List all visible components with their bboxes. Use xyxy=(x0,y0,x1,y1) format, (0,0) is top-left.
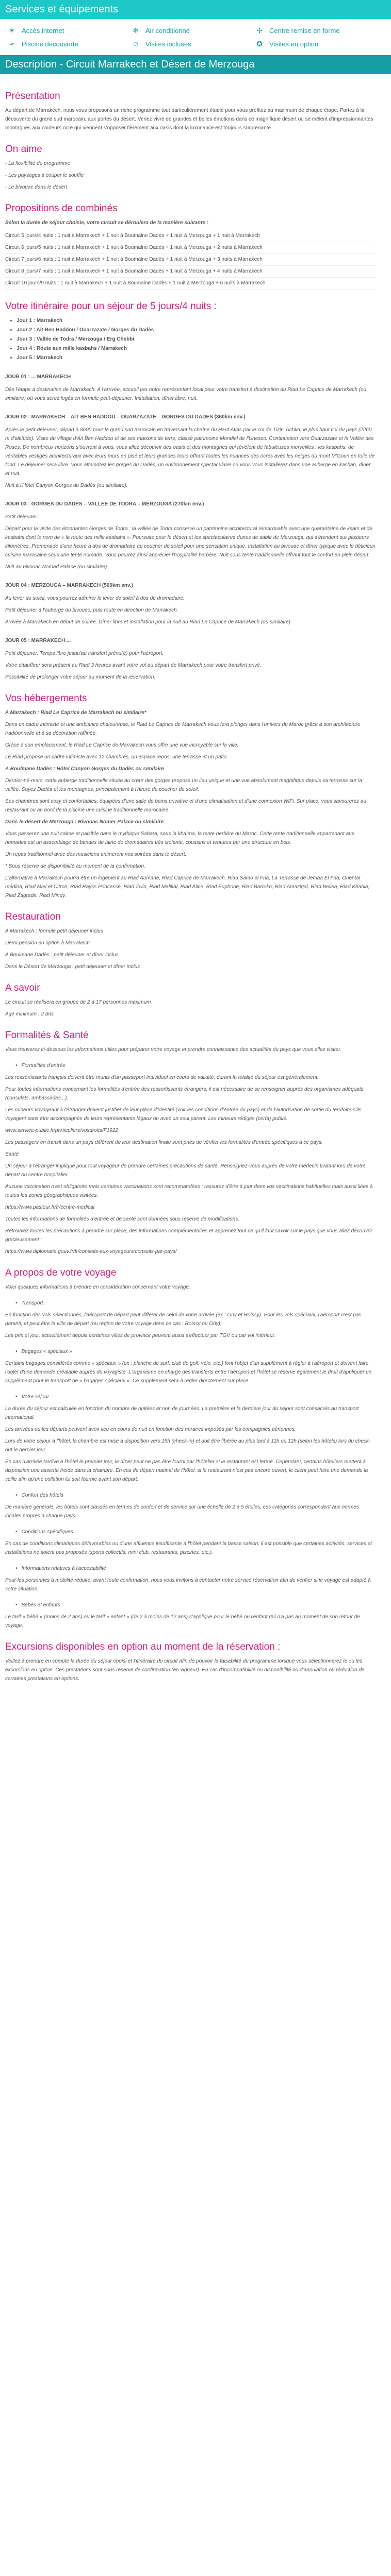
on-aime-item: - Le bivouac dans le désert xyxy=(5,184,68,190)
hotel-title: A Marrakech : Riad Le Caprice de Marrakech ou similaire* xyxy=(5,710,146,716)
propos-text: Lors de votre séjour à l'hôtel, la chambre est mise à disposition vers 15h (check-in) et doit être libérée au plus tard à 11h ou 12h (selon les hôtels) lors du check-out le dernier jour. xyxy=(5,1438,371,1453)
day-text: Petit déjeuner. xyxy=(5,514,39,520)
wifi-icon: ✶ xyxy=(9,26,15,35)
day-text: Arrivée à Marrakech en début de soirée. Dîner libre et installation pour la nuit au Riad Le Caprice de Marrakech (ou similaire). xyxy=(5,619,292,625)
formalites-text: Aucune vaccination n'est obligatoire mais certaines vaccinations sont recommandées : rassurez d'être à jour dans vos vaccinations habituelles mais aussi liées à toutes les zones géographiques visitées. xyxy=(5,1184,373,1198)
combo-row: Circuit 8 jours/7 nuits : 1 nuit à Marrakech + 1 nuit à Boumalne Dadès + 1 nuit à Merzouga + 4 nuits à Marrakech xyxy=(5,266,376,278)
combines-intro: Selon la durée de séjour choisie, votre circuit se déroulera de la manière suivante : xyxy=(5,220,209,226)
day-text: Nuit à l'Hôtel Canyon Gorges du Dadès (ou similaire). xyxy=(5,483,128,488)
formalites-text: Les ressortissants français doivent être munis d'un passeport individuel en cours de validité, durant la totalité du séjour est généralement. xyxy=(5,1075,319,1080)
propos-text: Le tarif « bébé » (moins de 2 ans) ou le tarif « enfant » (de 2 à moins de 12 ans) s'applique pour le bébé ou l'enfant qui n'a pas au moment de son retour de voyage. xyxy=(5,1614,360,1629)
savoir-item: Age minimum : 2 ans xyxy=(5,1011,54,1017)
propos-heading: A propos de votre voyage xyxy=(5,1267,117,1278)
day-text: Votre chauffeur sera présent au Riad 3 heures avant votre vol au départ de Marrakech pour votre transfert privé. xyxy=(5,663,262,668)
savoir-heading: A savoir xyxy=(5,982,40,993)
itinerary-heading: Votre itinéraire pour un séjour de 5 jours/4 nuits : xyxy=(5,301,217,312)
propos-bullet: • Conditions spécifiques xyxy=(15,1528,376,1536)
on-aime-item: - La flexibilité du programme xyxy=(5,161,71,166)
combo-row: Circuit 6 jours/5 nuits : 1 nuit à Marrakech + 1 nuit à Boumalne Dadès + 1 nuit à Merzouga + 2 nuits à Marrakech xyxy=(5,242,376,254)
amenity-aircon xyxy=(131,26,255,35)
restauration-heading: Restauration xyxy=(5,911,61,922)
formalites-text: Un séjour à l'étranger implique pour tout voyageur de prendre certaines précautions de santé. Renseignez-vous auprès de votre médecin traitant lors de votre départ ou centre hospitalier. xyxy=(5,1163,366,1178)
tour-icon: ✪ xyxy=(256,40,263,48)
snowflake-icon: ❄ xyxy=(133,26,139,35)
propos-text: Les prix et jour, actuellement depuis certaines villes de province peuvent aussi s'effectuer par TGV ou par vol intérieur. xyxy=(5,1333,276,1338)
formalites-text: Pour toutes informations concernant les formalités d'entrée des ressortissants étrangers, il est nécessaire de se renseigner auprès des organismes adéquats (consulats, ambassades...). xyxy=(5,1087,364,1101)
hebergements-heading: Vos hébergements xyxy=(5,693,87,704)
amenity-label: Visites incluses xyxy=(145,40,191,48)
propos-bullet: • Confort des hôtels xyxy=(15,1491,376,1500)
on-aime-heading: On aime xyxy=(5,144,42,155)
day-text: Petit déjeuner à l'auberge du bivouac, puis route en direction de Marrakech. xyxy=(5,607,178,613)
formalites-text: Les mineurs voyageant à l'étranger doivent justifier de leur pièce d'identité (voir les conditions d'entrée du pays) et de l'autorisation de sortie du territoire s'ils voyagent sans être accompagnés de leurs représentants légaux ou avec un seul parent. Les mineurs rédigés (cerfa) publié. xyxy=(5,1107,362,1122)
propos-bullet: • Transport xyxy=(15,1299,376,1308)
itinerary-item: • Jour 2 : Ait Ben Haddou / Ouarzazate / Gorges du Dadès xyxy=(17,326,376,335)
pool-icon: ≈ xyxy=(10,40,14,48)
amenity-visits-option xyxy=(255,40,379,48)
presentation-text: Au départ de Marrakech, nous vous proposons un riche programme tout particulièrement étudié pour vous profitez au maximum de chaque étape. Partez à la découverte du grand sud marocain, aux portes du désert. Venez vivre de grandes et belles émotions dans ce magnifique désert ou se mêlent d'impressionnantes montagnes aux couleurs ocre qui viennent s'opposer fièrement aux oasis dont la luxuriance est toujours surprenante... xyxy=(5,108,373,131)
combo-row: Circuit 7 jours/6 nuits : 1 nuit à Marrakech + 1 nuit à Boumalne Dadès + 1 nuit à Merzouga + 3 nuits à Marrakech xyxy=(5,254,376,266)
itinerary-item: • Jour 3 : Vallée de Todra / Merzouga / Erg Chebbi xyxy=(17,335,376,344)
hotel-text: L'alternative à Marrakech pourra être un logement au Riad Aumane, Riad Caprice de Marrakech, Riad Samo el Fna, La Terrasse de Jemaa El Fna, Oriental médina, Riad Miel et Citron, Riad Rayss Princesse, Riad Zwin, Riad Malikal, Riad Alice, Riad Euphorie, Riad Barrokn, Riad Amazigal, Riad Bellea, Riad Khabia, Riad Zagrada, Riad Mindy. xyxy=(5,875,370,899)
propos-text: En fonction des vols sélectionnés, l'aéroport de départ peut différer de celui de votre arrivée (ex : Orly et Roissy). Pour les vols spéciaux, l'aéroport n'est pas garanti, et peut être la ville de départ (ou région de votre voyage dans ce cas : Roissy ou Orly). xyxy=(5,1312,362,1327)
day-title: JOUR 05 : MARRAKECH ... xyxy=(5,638,71,643)
formalites-link[interactable]: www.service-public.fr/particuliers/vosdroits/F1922 xyxy=(5,1128,118,1133)
excursions-heading: Excursions disponibles en option au moment de la réservation : xyxy=(5,1641,281,1652)
propos-bullet: • Bébés et enfants xyxy=(15,1601,376,1609)
savoir-item: Le circuit se réalisera en groupe de 2 à 17 personnes maximum xyxy=(5,999,151,1005)
excursions-text: Veillez à prendre en compte la durée du séjour choisi et l'itinéraire du circuit afin de pouvoir la faisabilité du programme lorsque vous sélectionnerez le ou les excursions en option. Ces prestations sont sous réserve de confirmation (en vigueur). En cas d'incompatibilité ou disponibilité ou d'annulation ou réduction de certaines prestations en options. xyxy=(5,1658,365,1682)
amenity-visits-included xyxy=(131,40,255,48)
restauration-item: A Marrakech : formule petit déjeuner inclus xyxy=(5,928,103,934)
propos-text: Certains bagages considérés comme « spéciaux » (ex : planche de surf, club de golf, vélo, etc.) font l'objet d'un supplément à régler à l'aéroport et doivent faire l'objet d'une demande préalable auprès du voyagiste. L'organisme en charge des transferts entre l'aéroport et l'hôtel se réserve également le droit d'appliquer un supplément pour le transport de « bagages spéciaux ». Ce supplément sera à régler directement sur place. xyxy=(5,1361,372,1384)
hotel-text: Dans un cadre intimiste et une ambiance chaleureuse, le Riad Le Caprice de Marrakech vous fera plonger dans l'univers du Maroc grâce à son architecture traditionnelle et à sa décoration raffinée. xyxy=(5,722,361,736)
day-text: Petit déjeuner. Temps libre jusqu'au transfert prévu(é) pour l'aéroport. xyxy=(5,651,164,656)
day-text: Possibilité de prolonger votre séjour au moment de la réservation. xyxy=(5,674,156,680)
day-text: Dès l'étape à destination de Marrakech. A l'arrivée, accueil par notre représentant local pour votre transfert à destination du Riad Le Caprice de Marrakech (ou similaire) où vous serez logés en formule petit-déjeuner. Installation, dîner libre, nuit. xyxy=(5,387,367,401)
combo-row: Circuit 5 jours/4 nuits : 1 nuit à Marrakech + 1 nuit à Boumalne Dadès + 1 nuit à Merzouga + 1 nuit à Marrakech xyxy=(5,230,376,242)
day-text: Nuit au bivouac Nomad Palace (ou similaire). xyxy=(5,564,109,570)
hotel-text: Ses chambres sont cosy et confortables, équipées d'une salle de bains privative et d'une climatisation et d'une connexion WiFi. Sur place, vous savourerez au restaurant ou au bord de la piscine une cuisine traditionnelle marocaine. xyxy=(5,799,366,813)
propos-text: En cas d'arrivée tardive à l'hôtel le premier jour, le dîner peut ne pas être fourni par l'hôtelier si le restaurant est fermé. Cependant, certains hôteliers mettent à disposition une assiette froide dans la chambre. En cas de départ matinal de l'hôtel, si le restaurant n'est pas encore ouvert, le client peut faire une demande la veille afin qu'une collation lui soit fournie avant son départ. xyxy=(5,1459,368,1482)
formalites-text: Retrouvez toutes les précautions à prendre sur place, des informations complémentaires et apprenez tout ce qu'il faut savoir sur le pays que vous allez découvrir gracieusement : xyxy=(5,1228,372,1243)
propos-text: Les arrivées ou les départs peuvent avoir lieu en cours de nuit en fonction des horaires imposés par les compagnies aériennes. xyxy=(5,1427,296,1432)
combines-heading: Propositions de combinés xyxy=(5,203,118,214)
day-text: Au lever du soleil, vous pourrez admirer le lever de soleil à dos de dromadaire. xyxy=(5,596,185,601)
hotel-title: A Boulmane Dadès : Hôtel Canyon Gorges du Dadès ou similaire xyxy=(5,766,165,772)
formalites-link[interactable]: https://www.diplomatie.gouv.fr/fr/conseils-aux-voyageurs/conseils-par-pays/ xyxy=(5,1249,177,1255)
restauration-item: Demi-pension en option à Marrakech xyxy=(5,940,90,946)
itinerary-list xyxy=(17,316,376,363)
amenity-pool xyxy=(7,40,131,48)
itinerary-item: • Jour 4 : Route aux mille kasbahs / Marrakech xyxy=(17,344,376,353)
restauration-item: A Boulmane Dadès : petit déjeuner et dîner inclus xyxy=(5,952,119,958)
services-header: Services et équipements xyxy=(0,0,391,19)
amenity-internet xyxy=(7,26,131,35)
day-title: JOUR 01 : ... MARRAKECH xyxy=(5,374,71,380)
hotel-text: * Sous réserve de disponibilité au moment de la confirmation. xyxy=(5,863,145,869)
hotel-text: Grâce à son emplacement, le Riad Le Caprice de Marrakech vous offre une vue incroyable sur la ville. xyxy=(5,742,239,748)
formalites-heading: Formalités & Santé xyxy=(5,1030,89,1041)
hotel-text: Dernier-né-mars, cette auberge traditionnelle située au cœur des gorges propose un lieu unique et une vue absolument magnifique depuis sa terrasse sur la vallée. Soyez Dadès et les montagnes, principalement à l'heure du coucher de soleil. xyxy=(5,778,362,792)
day-title: JOUR 04 : MERZOUGA – MARRAKECH (560km env.) xyxy=(5,583,133,588)
propos-bullet: • Informations relatives à l'accessibilité xyxy=(15,1564,376,1573)
itinerary-item: • Jour 5 : Marrakech xyxy=(17,353,376,363)
description-content xyxy=(0,74,381,1697)
group-icon: ☺ xyxy=(132,40,140,48)
amenity-label: Air conditionné xyxy=(145,26,190,35)
amenity-label: Piscine découverte xyxy=(22,40,78,48)
fitness-icon: ✢ xyxy=(256,26,263,35)
day-text: Départ pour la visite des étonnantes Gorges de Todra : la vallée de Todra conserve un patrimoine architectural remarquable avec une quarantaine de ksars et de kasbahs dont le nom de « la route des mille kasbahs ». Poursuite pour le désert et les spectaculaires dunes de sable de Merzouga, qui s'étendent sur plusieurs kilomètres. Promenade d'une heure à dos de dromadaire au coucher de soleil pour une sensation unique. Installation au bivouac et dîner typique avec le délicieux cuisine marocaine sous une tente nomade. Vous pourrez ainsi apprécier l'hospitalité berbère. Nuit sous tente traditionnelle offrant tout le confort en plein désert. xyxy=(5,526,376,558)
day-title: JOUR 02 : MARRAKECH – AIT BEN HADDOU – OUARZAZATE – GORGES DU DADES (360km env.) xyxy=(5,414,246,420)
propos-bullet: • Bagages « spéciaux » xyxy=(15,1347,376,1356)
hotel-text: Vous passerez une nuit calme et paisible dans le mythique Sahara, sous la khaïma, la tente berbère du Maroc. Cette tente traditionnelle appartenant aux nomades est un assemblage de bandes de laine de dromadaires très isolante, coussins et tentures par une structure en bois. xyxy=(5,831,354,845)
formalites-text: Les passagers en transit dans un pays différent de leur destination finale sont priés de vérifier les formalités d'entrée spécifiques à ce pays. xyxy=(5,1140,323,1145)
formalites-text: Santé xyxy=(5,1151,19,1157)
hotel-title: Dans le désert de Merzouga : Bivouac Nomer Palace ou similaire xyxy=(5,819,164,825)
presentation-heading: Présentation xyxy=(5,91,60,101)
propos-text: La durée du séjour est calculée en fonction du nombre de nuitées et non de journées. La première et la dernière jour du séjour sont consacrés au transport international. xyxy=(5,1406,359,1420)
propos-intro: Voici quelques informations à prendre en considération concernant votre voyage. xyxy=(5,1284,190,1290)
formalites-bullet: • Formalités d'entrée xyxy=(15,1061,376,1070)
hotel-text: Le Riad propose un cadre intimiste avec 12 chambres, un espace repos, une terrasse et un patio. xyxy=(5,754,228,760)
day-text: Après le petit-déjeuner, départ à 8h00 pour le grand sud marocain en traversant la chaîne du Haut Atlas par le col de Tizin Tichka, le plus haut col du pays (2260 m d'altitude). Visite du village d'Ait Ben Haddou et de ses maisons de terre, classé patrimoine Mondial de l'Unesco. Continuation vers Ouarzazate et la Vallée des Roses. De nombreux horizons s'ouvrent à vous, vous allez découvrir des oasis et des montagnes qui révèlent de fabuleuses merveilles : les kasbahs, de véritables vestiges architecturaux avec leurs murs en pisé et leurs grandes tours offrant toutes les nuances des ocres avec les neiges du mont M'Goun en toile de fond. Le déjeuner sera libre. Vous atteindrez les gorges du Dadès, un environnement spectaculaire où vous vous installerez dans une auberge en kasbah, dîner et nuit. xyxy=(5,427,375,477)
on-aime-item: - Les paysages à couper le souffle xyxy=(5,173,84,178)
propos-bullet: • Votre séjour xyxy=(15,1393,376,1401)
propos-text: En cas de conditions climatiques défavorables ou d'une affluence insuffisante à l'hôtel pendant la basse saison, il est possible que certaines activités, services et installations ne soient pas proposés (sports collectifs, mini club, restaurants, piscines, etc.). xyxy=(5,1541,372,1555)
day-title: JOUR 03 : GORGES DU DADES – VALLEE DE TODRA – MERZOUGA (270km env.) xyxy=(5,501,204,507)
amenity-fitness xyxy=(255,26,379,35)
propos-text: De manière générale, les hôtels sont classés en termes de confort et de service sur une échelle de 2 à 5 étoiles, ces catégories correspondent aux normes locales propres à chaque pays. xyxy=(5,1504,359,1519)
restauration-item: Dans le Désert de Merzouga : petit déjeuner et dîner inclus xyxy=(5,964,140,970)
propos-text: Pour les personnes à mobilité réduite, avant toute confirmation, nous vous invitons à contacter notre service réservation afin de vérifier si le voyage est adapté à votre situation. xyxy=(5,1578,371,1592)
formalites-intro: Vous trouverez ci-dessous les informations utiles pour préparer votre voyage et prendre connaissance des actualités du pays que vous allez visiter. xyxy=(5,1047,341,1053)
amenity-label: Accès internet xyxy=(22,26,64,35)
combo-row: Circuit 10 jours/9 nuits : 1 nuit à Marrakech + 1 nuit à Boumalne Dadès + 1 nuit à Merzouga + 6 nuits à Marrakech xyxy=(5,278,376,290)
itinerary-item: • Jour 1 : Marrakech xyxy=(17,316,376,326)
amenities-grid xyxy=(0,19,391,55)
hotel-text: Un repas traditionnel avec des musiciens animeront vos soirées dans le désert. xyxy=(5,852,187,857)
description-header: Description - Circuit Marrakech et Désert de Merzouga xyxy=(0,55,391,74)
amenity-label: Centre remise en forme xyxy=(269,26,340,35)
formalites-text: Toutes les informations de formalités d'entrée et de santé sont données sous réserve de modifications. xyxy=(5,1216,240,1222)
formalites-link[interactable]: https://www.pasteur.fr/fr/centre-medical xyxy=(5,1205,95,1210)
amenity-label: Visites en option xyxy=(269,40,319,48)
